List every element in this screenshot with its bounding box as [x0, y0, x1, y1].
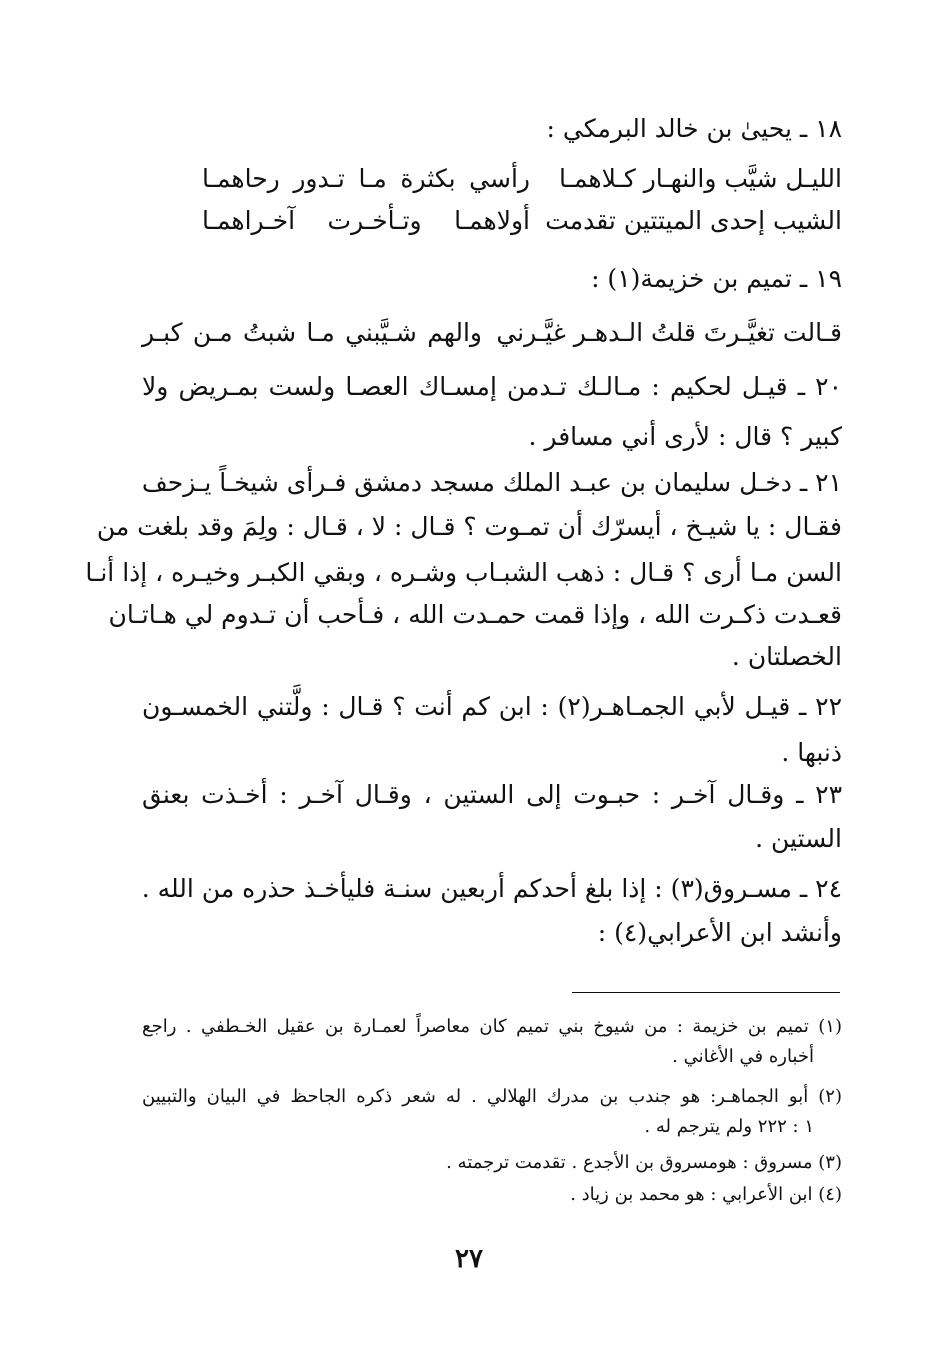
entry-20-line-2: كبير ؟ قال : لأرى أني مسافر .: [528, 422, 842, 451]
entry-22-line-2: ذنبها .: [781, 738, 842, 767]
entry-24-line-2: وأنشد ابن الأعرابي(٤) :: [597, 918, 842, 947]
footnote-2-line-2: ١ : ٢٢٢ ولم يترجم له .: [644, 1116, 814, 1137]
entry-24-line-1: ٢٤ ـ مسـروق(٣) : إذا بلغ أحدكم أربعين سنـة فليأخـذ حذره من الله .: [141, 874, 842, 903]
entry-21-line-5: الخصلتان .: [731, 642, 842, 671]
entry-21-line-2: فقـال : يا شيـخ ، أيسرّك أن تمـوت ؟ قـال : لا ، قـال : ولِمَ وقد بلغت من: [96, 512, 842, 541]
footnote-4: (٤) ابن الأعرابي : هو محمد بن زياد .: [570, 1184, 842, 1205]
footnote-separator: [572, 992, 840, 993]
entry-18-verse-1-second-hemistich: رأسي بكثرة مـا تـدور رحاهمـا: [202, 164, 530, 193]
entry-18-verse-1-first-hemistich: الليـل شيَّب والنهـار كـلاهمـا: [559, 164, 842, 193]
footnote-1-line-1: (١) تميم بن خزيمة : من شيوخ بني تميم كان معاصراً لعمـارة بن عقيل الخـطفي . راجع: [142, 1016, 842, 1037]
entry-18-header: ١٨ ـ يحيىٰ بن خالد البرمكي :: [546, 114, 842, 143]
entry-18-verse-2-second-hemistich: أولاهمـا وتـأخـرت آخـراهمـا: [202, 206, 530, 235]
entry-23-line-1: ٢٣ ـ وقـال آخـر : حبـوت إلى الستين ، وقـال آخـر : أخـذت بعنق: [142, 780, 842, 809]
entry-21-line-3: السن مـا أرى ؟ قـال : ذهب الشبـاب وشـره ، وبقي الكبـر وخيـره ، إذا أنـا: [85, 558, 842, 587]
entry-19-verse-second-hemistich: والهم شـيَّبني مـا شبتُ مـن كبـر: [142, 318, 482, 347]
entry-20-line-1: ٢٠ ـ قيـل لحكيم : مـالـك تـدمن إمسـاك العصـا ولست بمـريض ولا: [142, 372, 842, 401]
page-number: ٢٧: [455, 1244, 483, 1274]
footnote-2-line-1: (٢) أبو الجماهـر: هو جندب بن مدرك الهلالي . له شعر ذكره الجاحظ في البيان والتبيين: [142, 1086, 842, 1107]
footnote-3: (٣) مسروق : هومسروق بن الأجدع . تقدمت ترجمته .: [446, 1152, 842, 1173]
entry-19-verse-first-hemistich: قـالت تغيَّـرتَ قلتُ الـدهـر غيَّـرني: [496, 318, 842, 347]
entry-18-verse-2-first-hemistich: الشيب إحدى الميتتين تقدمت: [545, 206, 842, 235]
entry-19-header: ١٩ ـ تميم بن خزيمة(١) :: [591, 264, 842, 293]
entry-23-line-2: الستين .: [755, 824, 842, 853]
footnote-1-line-2: أخباره في الأغاني .: [672, 1046, 814, 1067]
entry-21-line-4: قعـدت ذكـرت الله ، وإذا قمت حمـدت الله ، فـأحب أن تـدوم لي هـاتـان: [108, 600, 842, 629]
entry-22-line-1: ٢٢ ـ قيـل لأبي الجمـاهـر(٢) : ابن كم أنت ؟ قـال : ولَّتني الخمسـون: [142, 692, 842, 721]
entry-21-line-1: ٢١ ـ دخـل سليمان بن عبـد الملك مسجد دمشق فـرأى شيخـاً يـزحف: [141, 468, 842, 497]
